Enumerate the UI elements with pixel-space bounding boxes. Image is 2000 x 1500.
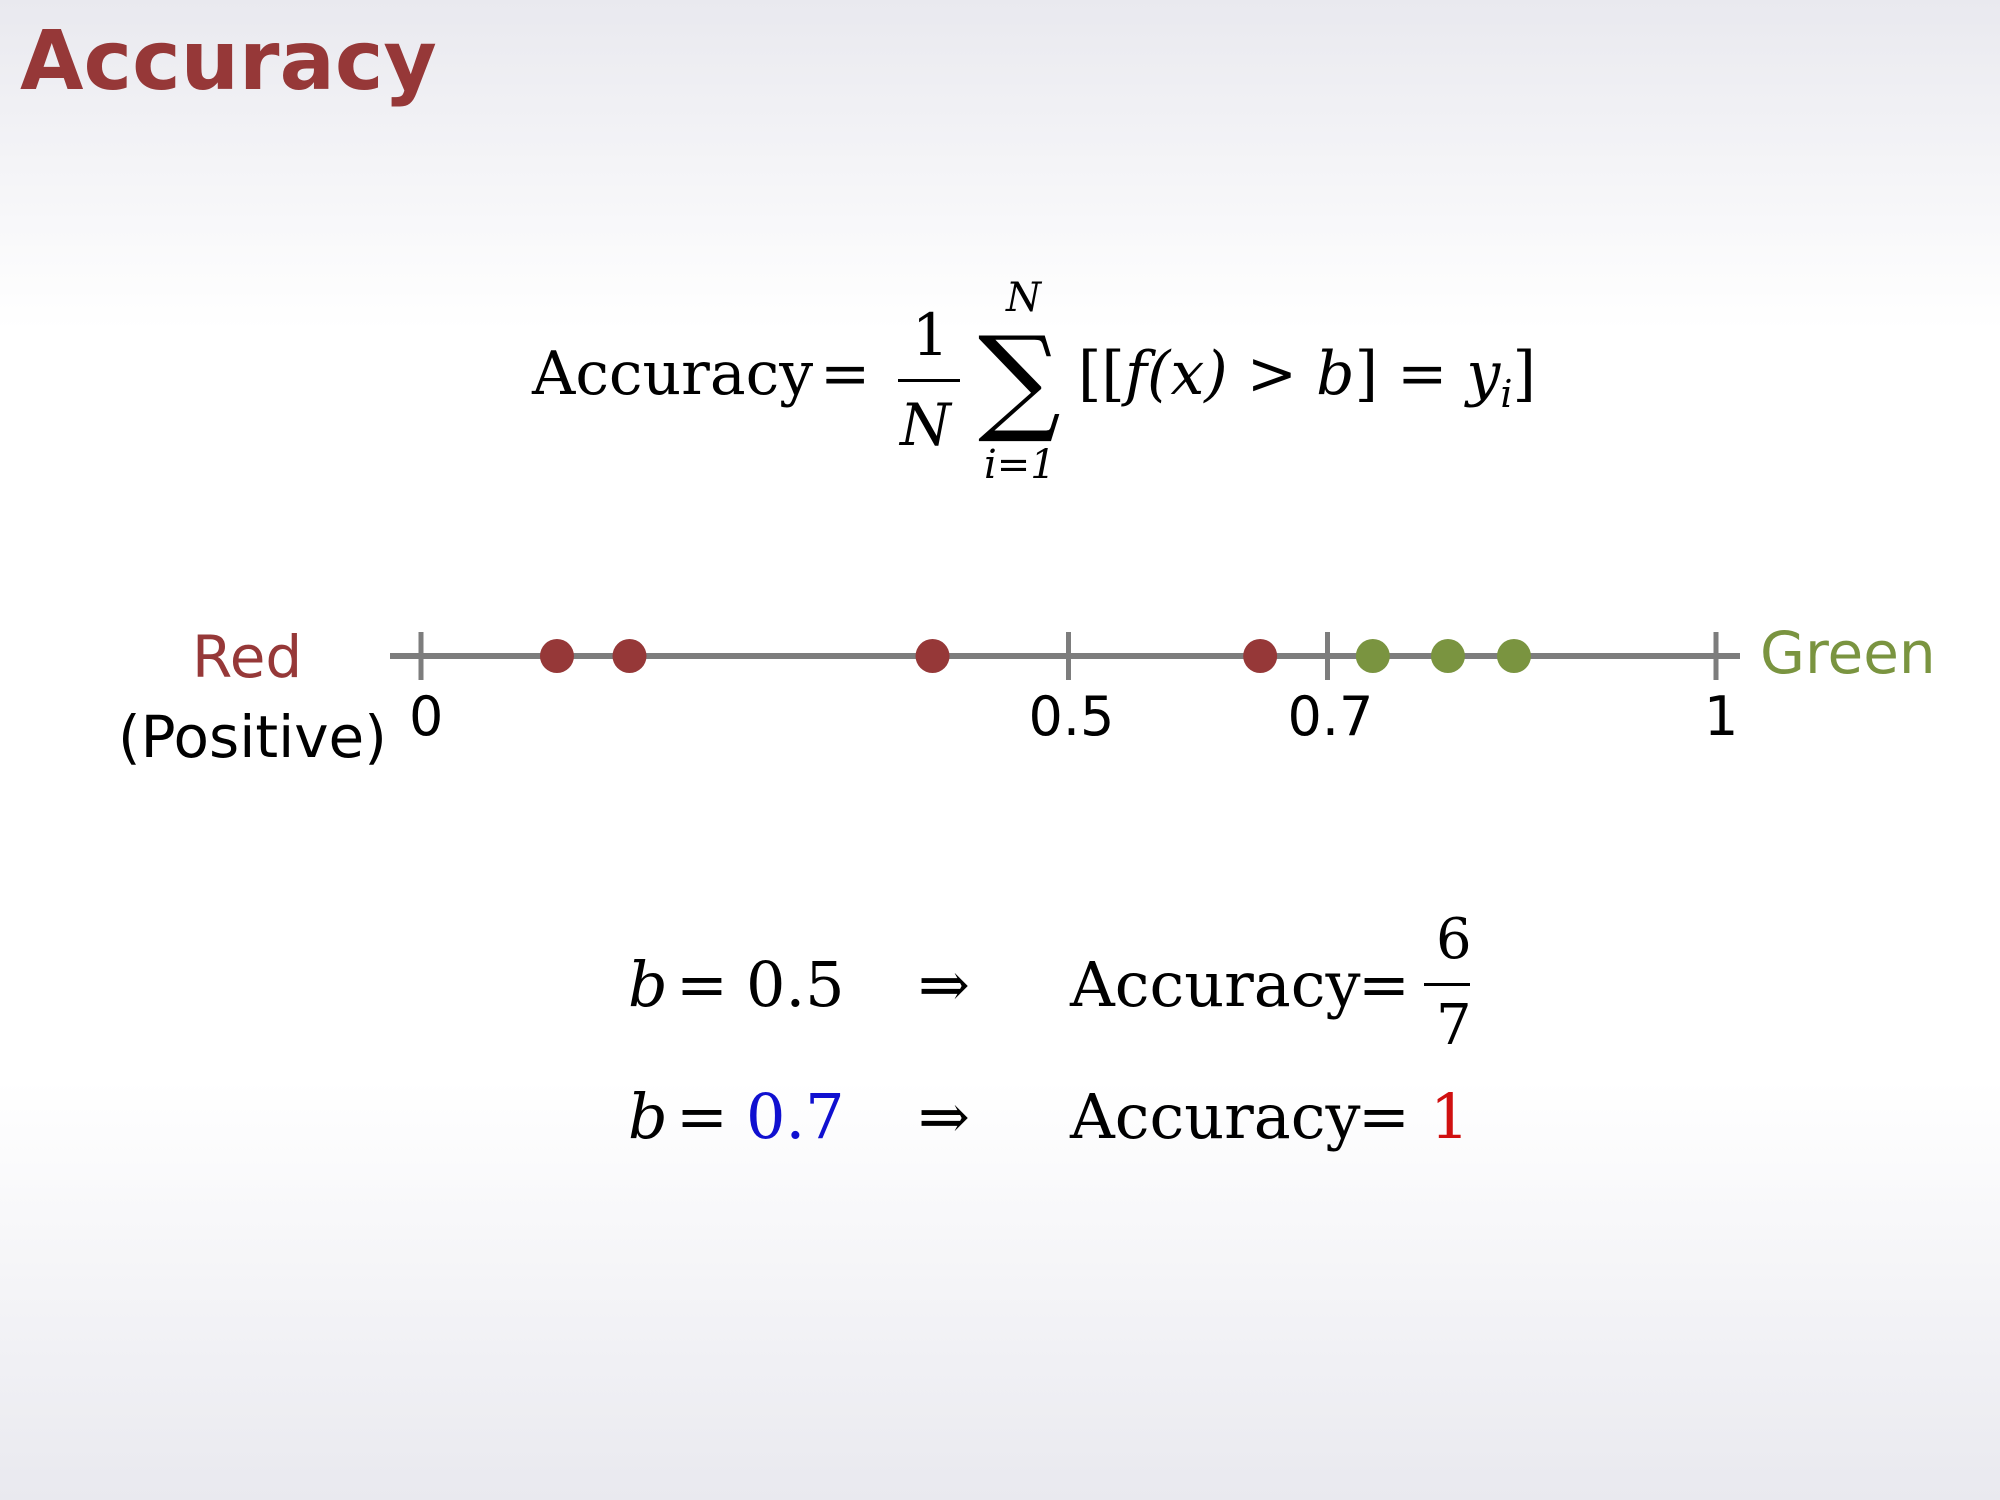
result2-label: Accuracy xyxy=(1070,1080,1361,1153)
formula-sum-lower: i=1 xyxy=(984,442,1056,488)
result1-threshold: 0.5 xyxy=(746,948,845,1021)
formula-sum-symbol: ∑ xyxy=(978,312,1061,447)
result2-eq: = xyxy=(676,1080,728,1153)
formula-open-brackets: [[ xyxy=(1078,339,1125,409)
formula-lhs: Accuracy xyxy=(532,339,814,409)
formula-sum-upper: N xyxy=(1006,275,1041,321)
result1-denominator: 7 xyxy=(1436,993,1472,1058)
result1-numerator: 6 xyxy=(1436,907,1472,972)
data-point-red-0 xyxy=(540,639,574,673)
result1-arrow: ⇒ xyxy=(918,948,970,1021)
formula-frac-denominator: N xyxy=(900,391,951,459)
result2-var: b xyxy=(628,1080,668,1153)
formula-b: b xyxy=(1316,339,1355,409)
formula-f: f xyxy=(1124,339,1148,409)
formula-equals: = xyxy=(820,339,871,409)
data-point-green-5 xyxy=(1431,639,1465,673)
formula-end-bracket: ] xyxy=(1512,339,1536,409)
formula-y: y xyxy=(1466,339,1501,409)
tick-label-2: 0.7 xyxy=(1287,685,1374,748)
result1-var: b xyxy=(628,948,668,1021)
red-class-label: Red xyxy=(192,623,303,691)
data-point-red-3 xyxy=(1243,639,1277,673)
result2-eq2: = xyxy=(1358,1080,1410,1153)
formula-x: (x) xyxy=(1147,339,1228,409)
result1-eq: = xyxy=(676,948,728,1021)
positive-label: (Positive) xyxy=(118,703,387,771)
formula-frac-numerator: 1 xyxy=(912,301,949,369)
result1-label: Accuracy xyxy=(1070,948,1361,1021)
result2-threshold: 0.7 xyxy=(746,1080,845,1153)
data-point-green-6 xyxy=(1497,639,1531,673)
formula-eq: = xyxy=(1397,339,1448,409)
result1-fraction-bar xyxy=(1424,983,1470,986)
tick-label-1: 0.5 xyxy=(1028,685,1115,748)
tick-label-3: 1 xyxy=(1704,685,1739,748)
formula-gt: > xyxy=(1246,339,1298,409)
result2-arrow: ⇒ xyxy=(918,1080,970,1153)
green-class-label: Green xyxy=(1760,619,1936,687)
formula-close-bracket: ] xyxy=(1354,339,1378,409)
data-point-green-4 xyxy=(1356,639,1390,673)
result1-eq2: = xyxy=(1358,948,1410,1021)
tick-label-0: 0 xyxy=(409,685,444,748)
formula-y-subscript: i xyxy=(1500,372,1513,416)
slide-title: Accuracy xyxy=(20,14,437,109)
data-point-red-2 xyxy=(916,639,950,673)
result2-value: 1 xyxy=(1430,1080,1470,1153)
data-point-red-1 xyxy=(612,639,646,673)
